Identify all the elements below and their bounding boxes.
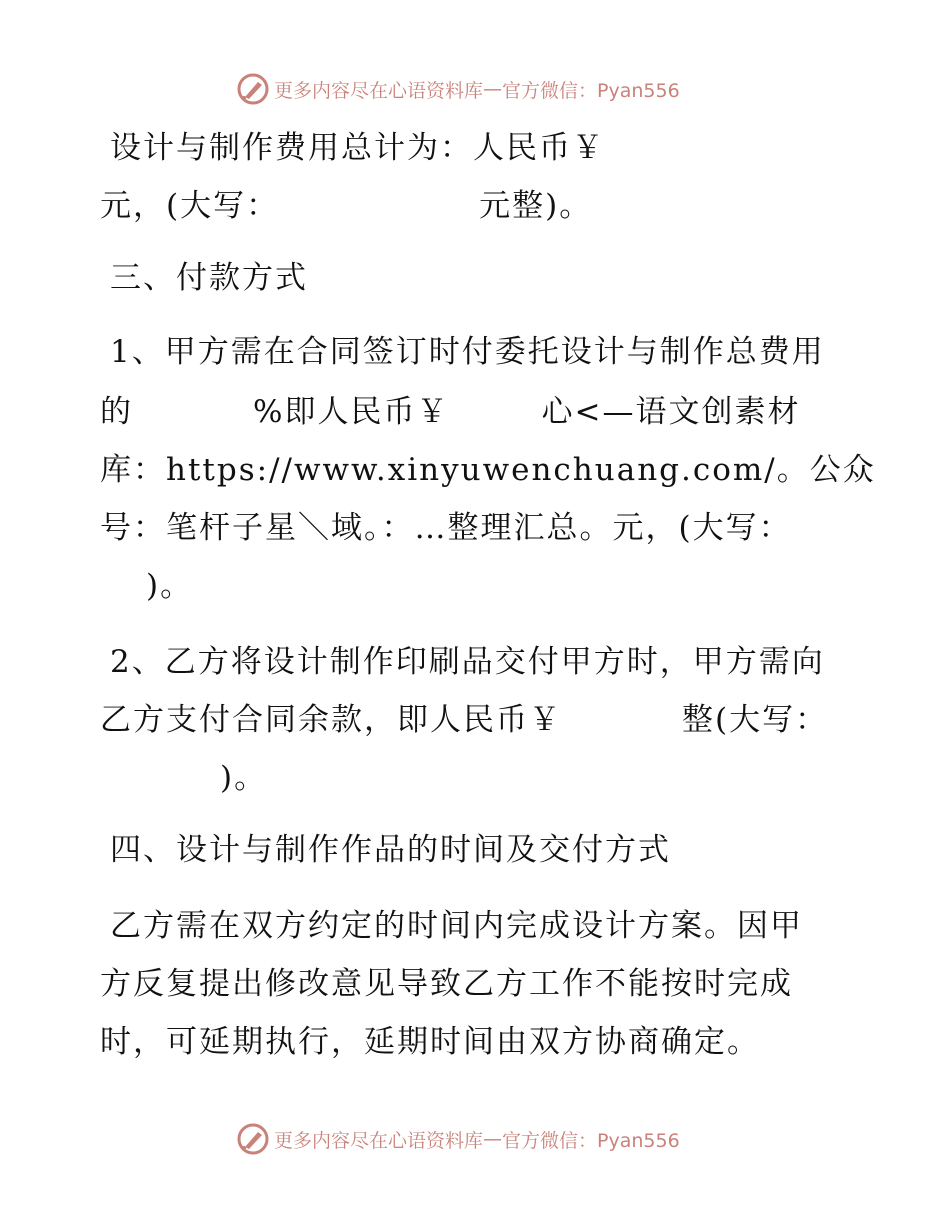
pen-logo-icon — [236, 1122, 270, 1156]
section-heading-delivery: 四、设计与制作作品的时间及交付方式 — [110, 832, 671, 868]
para2-line-2: 乙方支付合同余款，即人民币￥ 整(大写： — [100, 702, 829, 738]
para1-line-1: 1、甲方需在合同签订时付委托设计与制作总费用 — [110, 334, 825, 370]
header-watermark — [236, 72, 680, 106]
banner-main-text: 更多内容尽在心语资料库 — [274, 1129, 484, 1152]
total-line-1: 设计与制作费用总计为：人民币￥ — [110, 130, 605, 166]
total-line-2: 元，(大写： 元整)。 — [100, 188, 593, 224]
para1-line-2: 的 %即人民币￥ 心<—语文创素材 — [100, 394, 801, 430]
para2-line-1: 2、乙方将设计制作印刷品交付甲方时，甲方需向 — [110, 644, 825, 680]
banner-wechat-text: 官方微信：Pyan556 — [502, 1129, 680, 1152]
banner-main-text: 更多内容尽在心语资料库 — [274, 79, 484, 102]
pen-logo-icon — [236, 72, 270, 106]
section-heading-payment: 三、付款方式 — [110, 260, 308, 296]
para3-line-1: 乙方需在双方约定的时间内完成设计方案。因甲 — [110, 908, 803, 944]
para3-line-2: 方反复提出修改意见导致乙方工作不能按时完成 — [100, 966, 793, 1002]
banner-wechat-text: 官方微信：Pyan556 — [502, 79, 680, 102]
para1-line-5: )。 — [146, 568, 194, 604]
footer-watermark — [236, 1122, 680, 1156]
para1-line-4: 号：笔杆子星＼域。：…整理汇总。元，(大写： — [100, 510, 792, 546]
para3-line-3: 时，可延期执行，延期时间由双方协商确定。 — [100, 1024, 760, 1060]
banner-separator: — — [483, 78, 503, 100]
para2-line-3: )。 — [220, 760, 268, 796]
banner-separator: — — [483, 1128, 503, 1150]
para1-line-3: 库：https://www.xinyuwenchuang.com/。公众 — [100, 452, 876, 488]
